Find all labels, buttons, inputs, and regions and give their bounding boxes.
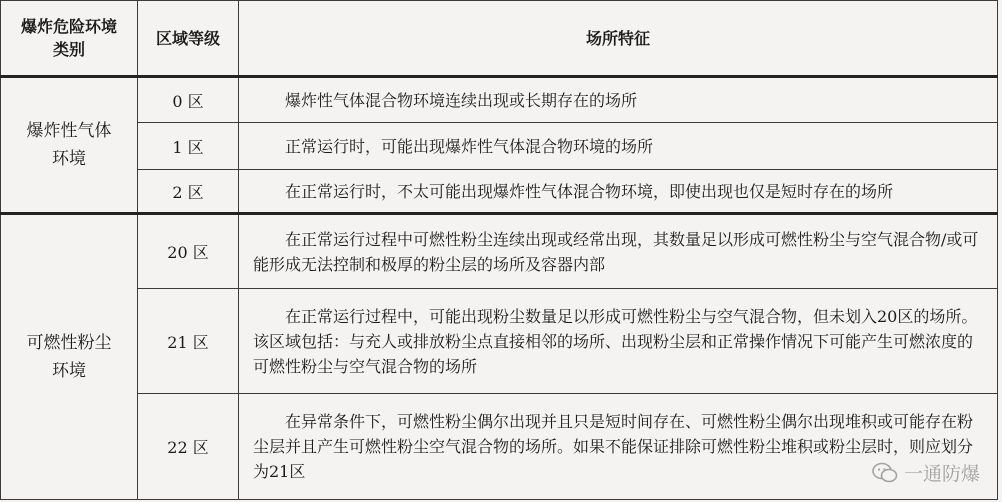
env-category-dust <box>1 214 138 500</box>
env-category-gas <box>1 77 138 214</box>
zone-grade-20: 20 区 <box>138 214 239 289</box>
zone-grade-21: 21 区 <box>138 288 239 393</box>
zone-desc-0: 爆炸性气体混合物环境连续出现或长期存在的场所 <box>239 77 998 123</box>
env-gas-line1: 爆炸性气体 <box>26 121 112 142</box>
zone-grade-1: 1 区 <box>138 123 239 170</box>
zone-grade-2: 2 区 <box>138 170 239 214</box>
header-env-category <box>1 1 138 77</box>
header-site-feature: 场所特征 <box>239 1 998 77</box>
zone-desc-21: 在正常运行过程中，可能出现粉尘数量足以形成可燃性粉尘与空气混合物，但未划入20区的场所。该区域包括：与充人或排放粉尘点直接相邻的场所、出现粉尘层和正常操作情况下可能产生可燃浓度的可燃性粉尘与空气混合物的场所 <box>239 288 998 393</box>
table-row <box>1 394 998 500</box>
table-row <box>1 170 998 214</box>
header-env-line1: 爆炸危险环境 <box>20 17 117 36</box>
env-gas-line2: 环境 <box>52 149 86 170</box>
table-row <box>1 288 998 393</box>
zone-grade-0: 0 区 <box>138 77 239 123</box>
header-env-line2: 类别 <box>52 40 85 59</box>
header-row <box>1 1 998 77</box>
header-zone-grade: 区域等级 <box>138 1 239 77</box>
watermark <box>872 459 980 486</box>
table-row <box>1 77 998 123</box>
watermark-text: 一通防爆 <box>903 463 980 485</box>
table-row <box>1 123 998 170</box>
zone-grade-22: 22 区 <box>138 394 239 500</box>
zone-desc-22: 在异常条件下，可燃性粉尘偶尔出现并且只是短时间存在、可燃性粉尘偶尔出现堆积或可能存在粉尘层并且产生可燃性粉尘空气混合物的场所。如果不能保证排除可燃性粉尘堆积或粉尘层时，则应划分为21区 <box>239 394 998 500</box>
zone-desc-2: 在正常运行时，不太可能出现爆炸性气体混合物环境，即使出现也仅是短时存在的场所 <box>239 170 998 214</box>
zone-desc-20: 在正常运行过程中可燃性粉尘连续出现或经常出现，其数量足以形成可燃性粉尘与空气混合物/或可能形成无法控制和极厚的粉尘层的场所及容器内部 <box>239 214 998 289</box>
env-dust-line1: 可燃性粉尘 <box>26 333 112 354</box>
zone-desc-1: 正常运行时，可能出现爆炸性气体混合物环境的场所 <box>239 123 998 170</box>
table-row <box>1 214 998 289</box>
wechat-icon <box>872 462 898 484</box>
env-dust-line2: 环境 <box>52 361 86 382</box>
